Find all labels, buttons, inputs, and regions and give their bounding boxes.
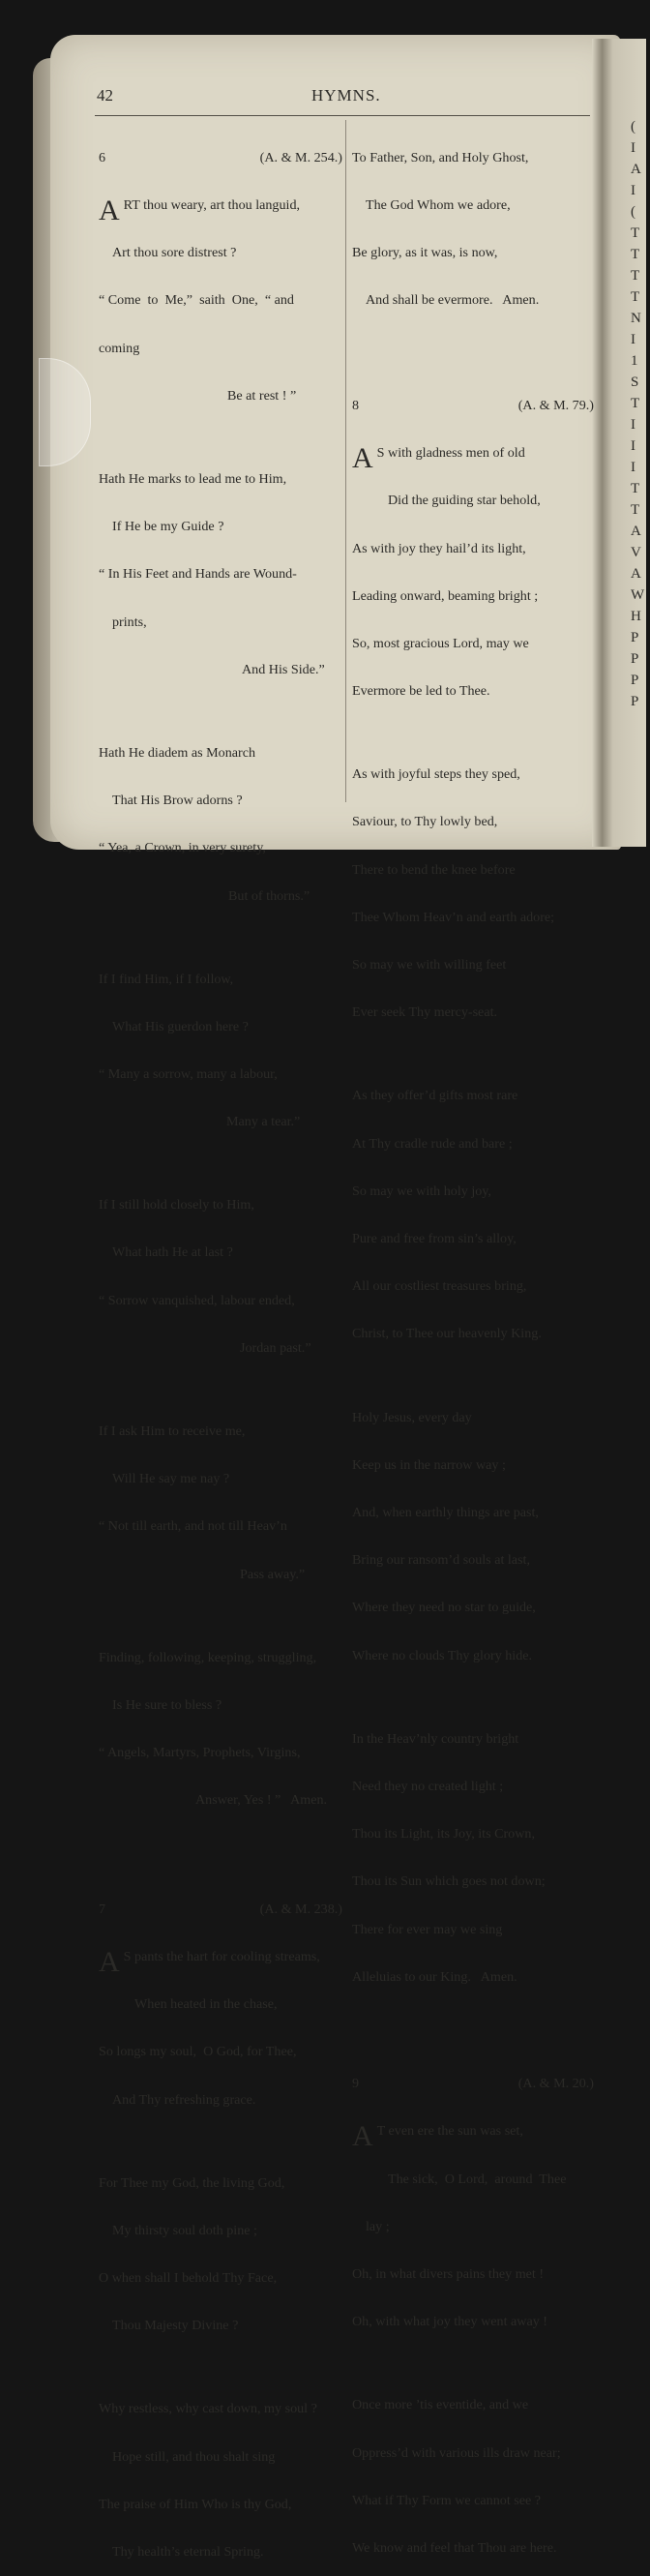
next-page-letter: W [631, 587, 645, 603]
verse-line: Christ, to Thee our heavenly King. [352, 1326, 542, 1342]
verse-line: Keep us in the narrow way ; [352, 1456, 506, 1473]
next-page-letter: N [631, 311, 641, 326]
drop-cap: A [99, 195, 120, 227]
drop-cap: A [99, 1945, 120, 1978]
hymn-6-first-line [99, 195, 342, 227]
right-column [352, 118, 594, 2572]
verse-line: There to bend the knee before [352, 861, 516, 878]
verse-line: What if Thy Form we cannot see ? [352, 2492, 542, 2508]
verse-line: And Thy refreshing grace. [112, 2091, 256, 2108]
next-page-letter: I [631, 332, 635, 347]
next-page-letter: P [631, 630, 639, 645]
verse-line: If I find Him, if I follow, [99, 971, 234, 987]
verse-line: Need they no created light ; [352, 1778, 504, 1794]
verse-line: Evermore be led to Thee. [352, 683, 490, 700]
verse-line: Oh, with what joy they went away ! [352, 2314, 547, 2330]
verse-line: So, most gracious Lord, may we [352, 636, 529, 651]
verse-line: Where no clouds Thy glory hide. [352, 1647, 533, 1663]
verse-line: Thou Majesty Divine ? [112, 2318, 239, 2334]
first-line-text: RT thou weary, art thou languid, [123, 197, 301, 214]
verse-line: Hath He marks to lead me to Him, [99, 470, 287, 487]
next-page-letter: T [631, 289, 640, 305]
verse-line: But of thorns.” [228, 887, 310, 904]
verse-line: Once more ’tis eventide, and we [352, 2397, 529, 2413]
verse-line: If I still hold closely to Him, [99, 1197, 254, 1213]
verse-line: And His Side.” [242, 661, 325, 677]
verse-line: So may we with holy joy, [352, 1183, 491, 1199]
verse-line: Why restless, why cast down, my soul ? [99, 2401, 317, 2417]
next-page-letter: ( [631, 204, 635, 220]
verse-line: Saviour, to Thy lowly bed, [352, 814, 498, 830]
verse-line: So longs my soul, O God, for Thee, [99, 2044, 297, 2060]
next-page-cropped-text [631, 116, 650, 712]
verse-line: As they offer’d gifts most rare [352, 1088, 518, 1104]
verse-line: Finding, following, keeping, struggling, [99, 1649, 317, 1665]
verse-line: Hath He diadem as Monarch [99, 744, 256, 761]
next-page-letter: I [631, 183, 635, 198]
verse-line: “ Many a sorrow, many a labour, [99, 1065, 278, 1082]
verse-line: Pure and free from sin’s alloy, [352, 1231, 517, 1247]
verse-line: The praise of Him Who is thy God, [99, 2496, 292, 2512]
next-page-letter: A [631, 566, 641, 582]
verse-line: To Father, Son, and Holy Ghost, [352, 149, 529, 165]
verse-line: Oh, in what divers pains they met ! [352, 2266, 545, 2283]
drop-cap: A [352, 2120, 373, 2153]
verse-line: Oppress’d with various ills draw near; [352, 2444, 561, 2461]
verse-line: And, when earthly things are past, [352, 1504, 539, 1520]
verse-line: Is He sure to bless ? [112, 1696, 222, 1713]
left-column [99, 118, 342, 2576]
verse-line: Alleluias to our King. Amen. [352, 1968, 517, 1985]
verse-line: What hath He at last ? [112, 1244, 233, 1261]
verse-line: Holy Jesus, every day [352, 1409, 472, 1425]
verse-line: Bring our ransom’d souls at last, [352, 1552, 530, 1569]
verse-line: The God Whom we adore, [366, 197, 511, 214]
column-divider [345, 120, 346, 802]
next-page-letter: I [631, 460, 635, 475]
verse-line: Art thou sore distrest ? [112, 245, 237, 261]
next-page-letter: T [631, 481, 640, 496]
verse-line: So may we with willing feet [352, 957, 507, 973]
verse-line: At Thy cradle rude and bare ; [352, 1135, 513, 1152]
verse-line: There for ever may we sing [352, 1921, 503, 1937]
next-page-letter: T [631, 396, 640, 411]
verse-line: Will He say me nay ? [112, 1471, 230, 1487]
verse-line: “ Sorrow vanquished, labour ended, [99, 1292, 295, 1308]
next-page-letter: V [631, 545, 641, 560]
verse-line: Thy health’s eternal Spring. [112, 2543, 264, 2560]
verse-line: My thirsty soul doth pine ; [112, 2222, 257, 2238]
next-page-letter: P [631, 694, 639, 709]
verse-line: Thee Whom Heav’n and earth adore; [352, 909, 555, 925]
hymn-number: 7 [99, 1901, 106, 1917]
next-page-letter: T [631, 502, 640, 518]
verse-line: lay ; [366, 2218, 390, 2234]
verse-line: In the Heav’nly country bright [352, 1730, 519, 1747]
verse-line: What His guerdon here ? [112, 1018, 249, 1034]
verse-line: If I ask Him to receive me, [99, 1423, 246, 1439]
verse-line: Many a tear.” [226, 1114, 301, 1130]
hymn-8-heading [352, 398, 594, 413]
verse-line: Pass away.” [240, 1566, 306, 1582]
verse-line: O when shall I behold Thy Face, [99, 2270, 278, 2287]
next-page-letter: A [631, 524, 641, 539]
hymn-reference: (A. & M. 20.) [517, 2076, 594, 2092]
verse-line: Thou its Light, its Joy, its Crown, [352, 1826, 535, 1842]
verse-line: Jordan past.” [240, 1339, 311, 1356]
next-page-letter: ( [631, 119, 635, 135]
hymn-7-heading [99, 1902, 342, 1917]
hymn-number: 6 [99, 149, 106, 165]
running-head: HYMNS. [311, 86, 381, 105]
next-page-letter: P [631, 651, 639, 667]
verse-line: We know and feel that Thou are here. [352, 2539, 557, 2556]
verse-line: Where they need no star to guide, [352, 1600, 536, 1616]
verse-line: That His Brow adorns ? [112, 793, 243, 809]
verse-line: “ In His Feet and Hands are Wound- [99, 566, 297, 583]
verse-line: And shall be evermore. Amen. [366, 292, 540, 309]
verse-line: If He be my Guide ? [112, 519, 224, 535]
verse-line: “ Yea, a Crown, in very surety, [99, 840, 266, 856]
verse-line: Be glory, as it was, is now, [352, 245, 498, 261]
verse-line: Be at rest ! ” [227, 387, 297, 404]
verse-line: Answer, Yes ! ” Amen. [195, 1792, 328, 1809]
next-page-letter: T [631, 247, 640, 262]
verse-line: coming [99, 340, 140, 356]
verse-line: When heated in the chase, [134, 1996, 278, 2013]
header-rule [95, 115, 590, 116]
verse-line: “ Angels, Martyrs, Prophets, Virgins, [99, 1745, 301, 1761]
verse-line: “ Come to Me,” saith One, “ and [99, 292, 294, 309]
verse-line: Leading onward, beaming bright ; [352, 587, 539, 604]
page-number: 42 [97, 86, 113, 105]
verse-line: As with joyful steps they sped, [352, 766, 520, 783]
next-page-letter: I [631, 417, 635, 433]
next-page-letter: H [631, 609, 641, 624]
hymn-reference: (A. & M. 238.) [259, 1901, 342, 1917]
verse-line: prints, [112, 614, 147, 630]
next-page-letter: A [631, 162, 641, 177]
next-page-letter: 1 [631, 353, 638, 369]
hymn-number: 9 [352, 2076, 360, 2092]
next-page-letter: T [631, 225, 640, 241]
next-page-letter: S [631, 374, 639, 390]
next-page-letter: I [631, 140, 635, 156]
next-page-letter: P [631, 673, 639, 688]
verse-line: The sick, O Lord, around Thee [388, 2171, 567, 2187]
verse-line: For Thee my God, the living God, [99, 2174, 285, 2191]
first-line-text: T even ere the sun was set, [376, 2123, 523, 2140]
first-line-text: S with gladness men of old [376, 445, 525, 462]
verse-line: Ever seek Thy mercy-seat. [352, 1004, 498, 1021]
hymn-9-heading [352, 2076, 594, 2091]
hymn-number: 8 [352, 397, 360, 413]
verse-line: All our costliest treasures bring, [352, 1278, 527, 1295]
drop-cap: A [352, 442, 373, 475]
hymn-7-first-line [99, 1945, 342, 1978]
next-page-letter: T [631, 268, 640, 284]
hymn-reference: (A. & M. 79.) [517, 397, 594, 413]
verse-line: Hope still, and thou shalt sing [112, 2448, 276, 2465]
verse-line: “ Not till earth, and not till Heav’n [99, 1518, 287, 1535]
hymn-8-first-line [352, 442, 594, 475]
hymn-9-first-line [352, 2120, 594, 2153]
first-line-text: S pants the hart for cooling streams, [123, 1948, 320, 1964]
next-page-letter: I [631, 438, 635, 454]
verse-line: Thou its Sun which goes not down; [352, 1873, 546, 1890]
verse-line: As with joy they hail’d its light, [352, 540, 526, 556]
hymn-reference: (A. & M. 254.) [259, 149, 342, 165]
verse-line: Did the guiding star behold, [388, 493, 541, 509]
hymn-6-heading [99, 150, 342, 165]
